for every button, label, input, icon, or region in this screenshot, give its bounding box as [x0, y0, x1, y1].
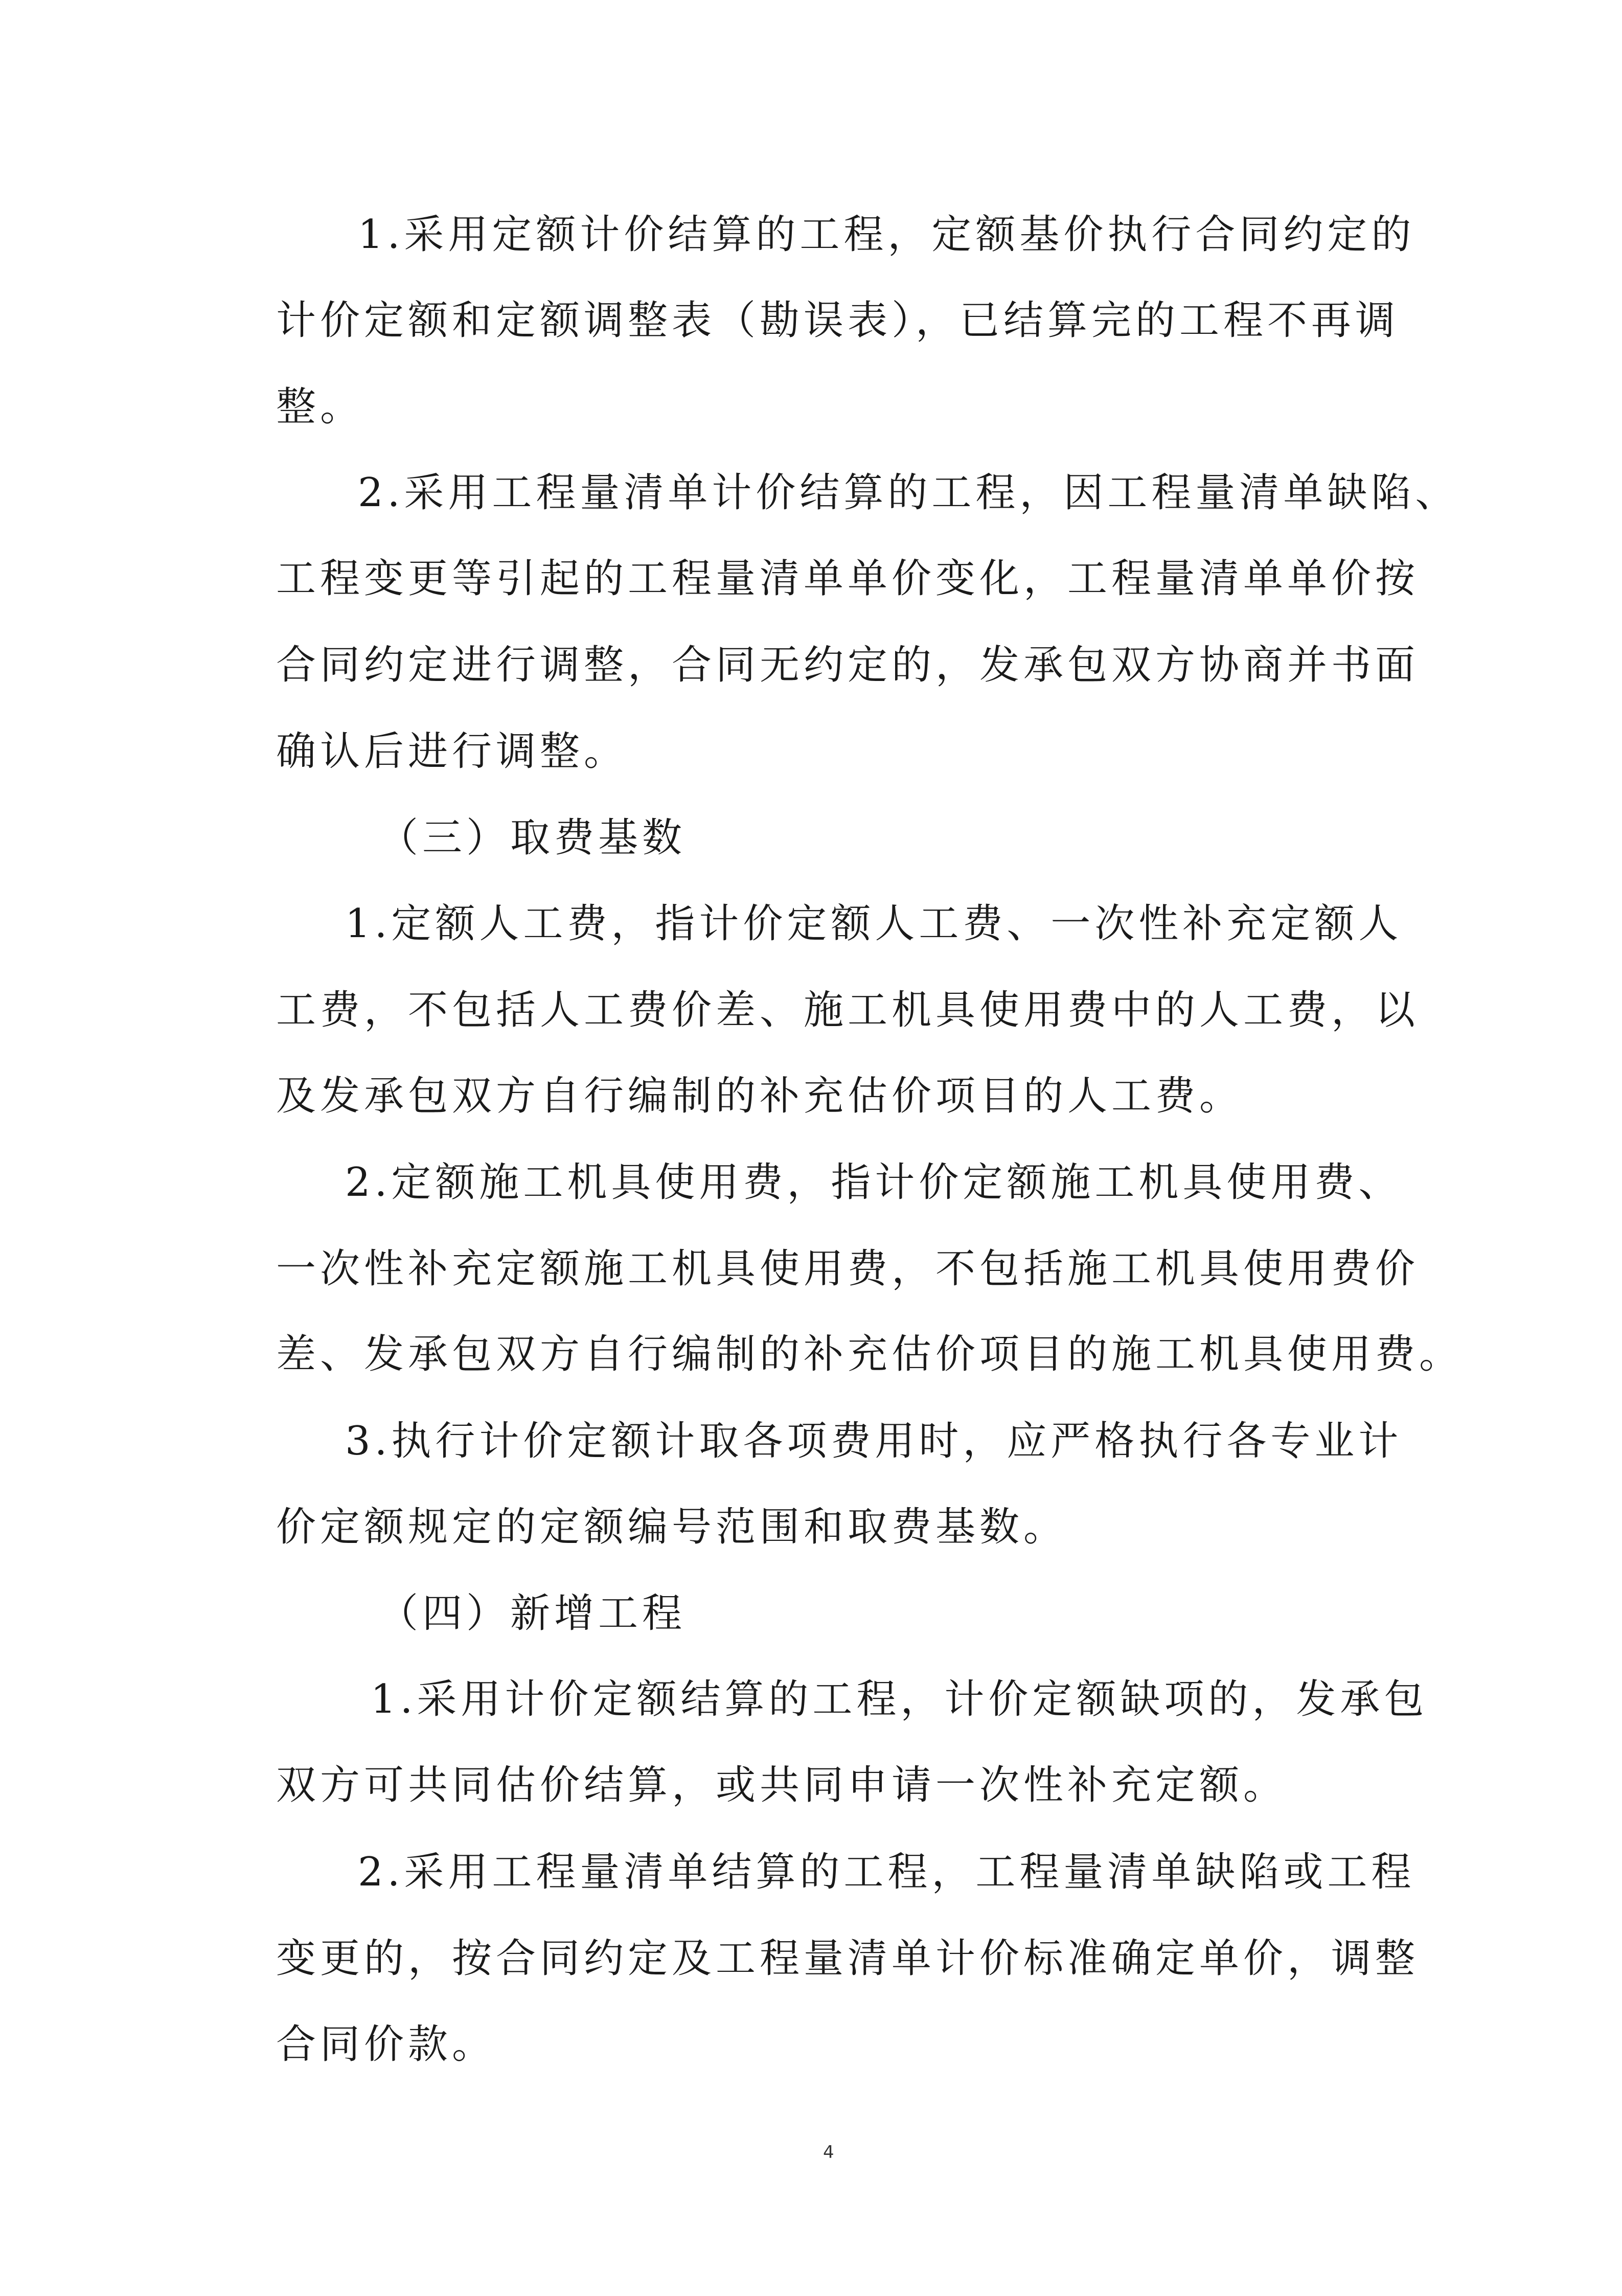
- paragraph-line: 确认后进行调整。: [276, 729, 628, 775]
- paragraph-line: 整。: [276, 384, 364, 430]
- paragraph-line: 价定额规定的定额编号范围和取费基数。: [276, 1504, 1068, 1550]
- paragraph-line: 2.定额施工机具使用费，指计价定额施工机具使用费、: [345, 1160, 1403, 1206]
- section-heading: （四）新增工程: [378, 1590, 687, 1636]
- paragraph-line: 1.采用定额计价结算的工程，定额基价执行合同约定的: [358, 212, 1415, 258]
- paragraph-line: 2.采用工程量清单结算的工程，工程量清单缺陷或工程: [358, 1849, 1415, 1895]
- paragraph-line: 工程变更等引起的工程量清单单价变化，工程量清单单价按: [276, 556, 1420, 602]
- paragraph-line: 1.定额人工费，指计价定额人工费、一次性补充定额人: [345, 901, 1403, 947]
- paragraph-line: 变更的，按合同约定及工程量清单计价标准确定单价，调整: [276, 1936, 1420, 1982]
- paragraph-line: 差、发承包双方自行编制的补充估价项目的施工机具使用费。: [276, 1331, 1464, 1377]
- paragraph-line: 2.采用工程量清单计价结算的工程，因工程量清单缺陷、: [358, 470, 1459, 516]
- paragraph-line: 计价定额和定额调整表（勘误表），已结算完的工程不再调: [276, 298, 1400, 344]
- paragraph-line: 工费，不包括人工费价差、施工机具使用费中的人工费，以: [276, 987, 1420, 1033]
- page-number: 4: [823, 2142, 834, 2163]
- section-heading: （三）取费基数: [378, 815, 687, 861]
- paragraph-line: 合同约定进行调整，合同无约定的，发承包双方协商并书面: [276, 642, 1420, 688]
- paragraph-line: 及发承包双方自行编制的补充估价项目的人工费。: [276, 1073, 1244, 1119]
- paragraph-line: 1.采用计价定额结算的工程，计价定额缺项的，发承包: [371, 1676, 1428, 1722]
- paragraph-line: 一次性补充定额施工机具使用费，不包括施工机具使用费价: [276, 1246, 1420, 1292]
- paragraph-line: 合同价款。: [276, 2021, 496, 2067]
- paragraph-line: 3.执行计价定额计取各项费用时，应严格执行各专业计: [345, 1418, 1403, 1464]
- paragraph-line: 双方可共同估价结算，或共同申请一次性补充定额。: [276, 1762, 1288, 1808]
